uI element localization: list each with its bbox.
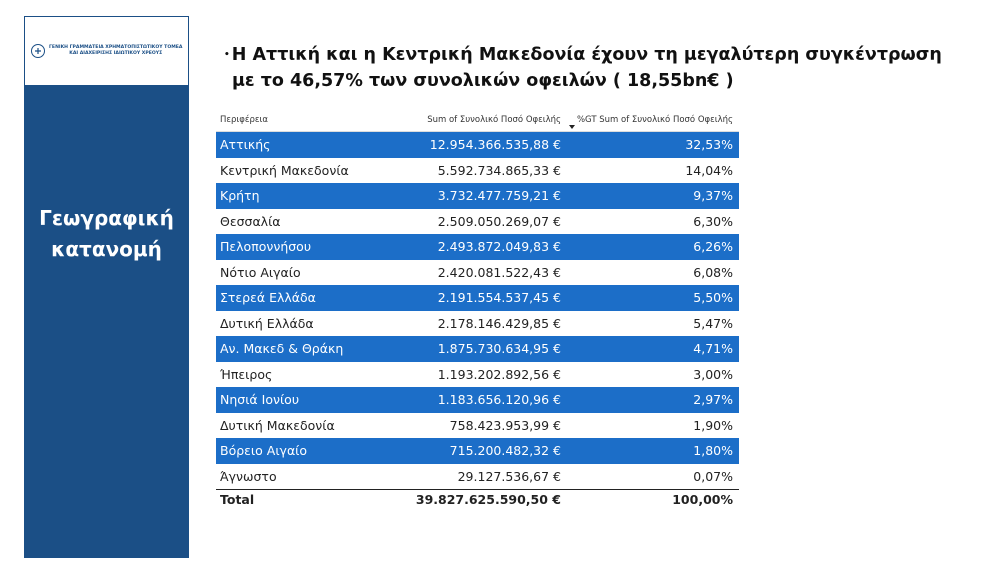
cell-sum: 715.200.482,32 €: [449, 443, 561, 458]
total-sum: 39.827.625.590,50 €: [415, 492, 561, 507]
table-row: [216, 285, 739, 311]
cell-pct: 1,90%: [693, 417, 733, 433]
cell-region: Κρήτη: [220, 188, 260, 203]
table-body: [216, 132, 739, 489]
cell-pct: 6,26%: [693, 239, 733, 254]
cell-region: Αν. Μακεδ & Θράκη: [220, 341, 344, 356]
cell-pct: 32,53%: [685, 137, 733, 152]
bullet-icon: •: [224, 50, 230, 60]
logo-text: [49, 45, 183, 57]
cell-sum: 1.183.656.120,96 €: [437, 392, 561, 407]
table-row: [216, 311, 739, 337]
cell-pct: 4,71%: [693, 341, 733, 356]
logo-line-2: ΚΑΙ ΔΙΑΧΕΙΡΙΣΗΣ ΙΔΙΩΤΙΚΟΥ ΧΡΕΟΥΣ: [69, 51, 163, 56]
cell-region: Θεσσαλία: [220, 213, 281, 229]
cell-pct: 1,80%: [693, 443, 733, 458]
table-row: [216, 413, 739, 439]
slide-headline: [224, 42, 964, 94]
cell-pct: 2,97%: [693, 392, 733, 407]
total-label: Total: [220, 492, 255, 507]
cell-region: Δυτική Ελλάδα: [220, 315, 314, 331]
table-row: [216, 234, 739, 260]
cell-pct: 3,00%: [693, 366, 733, 382]
cell-sum: 1.875.730.634,95 €: [437, 341, 561, 356]
cell-sum: 1.193.202.892,56 €: [437, 366, 561, 382]
cell-sum: 2.509.050.269,07 €: [437, 213, 561, 229]
debt-by-region-table: [216, 110, 739, 509]
table-header: [216, 110, 739, 132]
cell-region: Κεντρική Μακεδονία: [220, 162, 349, 178]
table-total-row: [216, 489, 739, 509]
cell-sum: 5.592.734.865,33 €: [437, 162, 561, 178]
cell-region: Νησιά Ιονίου: [220, 392, 300, 407]
section-title-line-1: Γεωγραφική: [39, 206, 174, 230]
cell-pct: 14,04%: [685, 162, 733, 178]
cell-sum: 12.954.366.535,88 €: [429, 137, 561, 152]
cell-region: Ήπειρος: [220, 366, 273, 382]
cell-region: Νότιο Αιγαίο: [220, 264, 301, 280]
cell-pct: 0,07%: [693, 468, 733, 484]
cell-pct: 5,50%: [693, 290, 733, 305]
cell-region: Βόρειο Αιγαίο: [220, 443, 308, 458]
table-row: [216, 464, 739, 490]
table-row: [216, 260, 739, 286]
headline-line-2: με το 46,57% των συνολικών οφειλών ( 18,55bn€ ): [232, 71, 734, 91]
table-row: [216, 158, 739, 184]
cell-sum: 2.420.081.522,43 €: [437, 264, 561, 280]
cell-region: Στερεά Ελλάδα: [220, 290, 316, 305]
cell-sum: 29.127.536,67 €: [457, 468, 561, 484]
section-title-line-2: κατανομή: [51, 237, 162, 261]
header-region[interactable]: Περιφέρεια: [220, 115, 268, 125]
cell-region: Πελοποννήσου: [220, 239, 312, 254]
cell-pct: 6,30%: [693, 213, 733, 229]
table-row: [216, 209, 739, 235]
emblem-icon: [31, 44, 45, 58]
table-row: [216, 362, 739, 388]
logo-line-1: ΓΕΝΙΚΗ ΓΡΑΜΜΑΤΕΙΑ ΧΡΗΜΑΤΟΠΙΣΤΩΤΙΚΟΥ ΤΟΜΕΑ: [49, 45, 183, 50]
table-row: [216, 336, 739, 362]
section-title: [24, 203, 189, 265]
sidebar-panel: [24, 16, 189, 558]
cell-sum: 2.191.554.537,45 €: [437, 290, 561, 305]
organization-logo: [24, 16, 189, 86]
table-row: [216, 183, 739, 209]
cell-pct: 9,37%: [693, 188, 733, 203]
table-row: [216, 387, 739, 413]
cell-sum: 3.732.477.759,21 €: [437, 188, 561, 203]
cell-region: Δυτική Μακεδονία: [220, 417, 335, 433]
cell-sum: 2.178.146.429,85 €: [437, 315, 561, 331]
header-pct[interactable]: %GT Sum of Συνολικό Ποσό Οφειλής: [576, 115, 733, 125]
total-pct: 100,00%: [672, 492, 733, 507]
cell-pct: 6,08%: [693, 264, 733, 280]
cell-sum: 758.423.953,99 €: [449, 417, 561, 433]
headline-line-1: Η Αττική και η Κεντρική Μακεδονία έχουν τη μεγαλύτερη συγκέντρωση: [231, 45, 942, 65]
sort-descending-icon[interactable]: [569, 125, 575, 129]
cell-sum: 2.493.872.049,83 €: [437, 239, 561, 254]
cell-region: Άγνωστο: [220, 468, 277, 484]
cell-region: Αττικής: [220, 137, 271, 152]
table-row: [216, 132, 739, 158]
cell-pct: 5,47%: [693, 315, 733, 331]
header-sum[interactable]: Sum of Συνολικό Ποσό Οφειλής: [427, 115, 561, 125]
table-row: [216, 438, 739, 464]
